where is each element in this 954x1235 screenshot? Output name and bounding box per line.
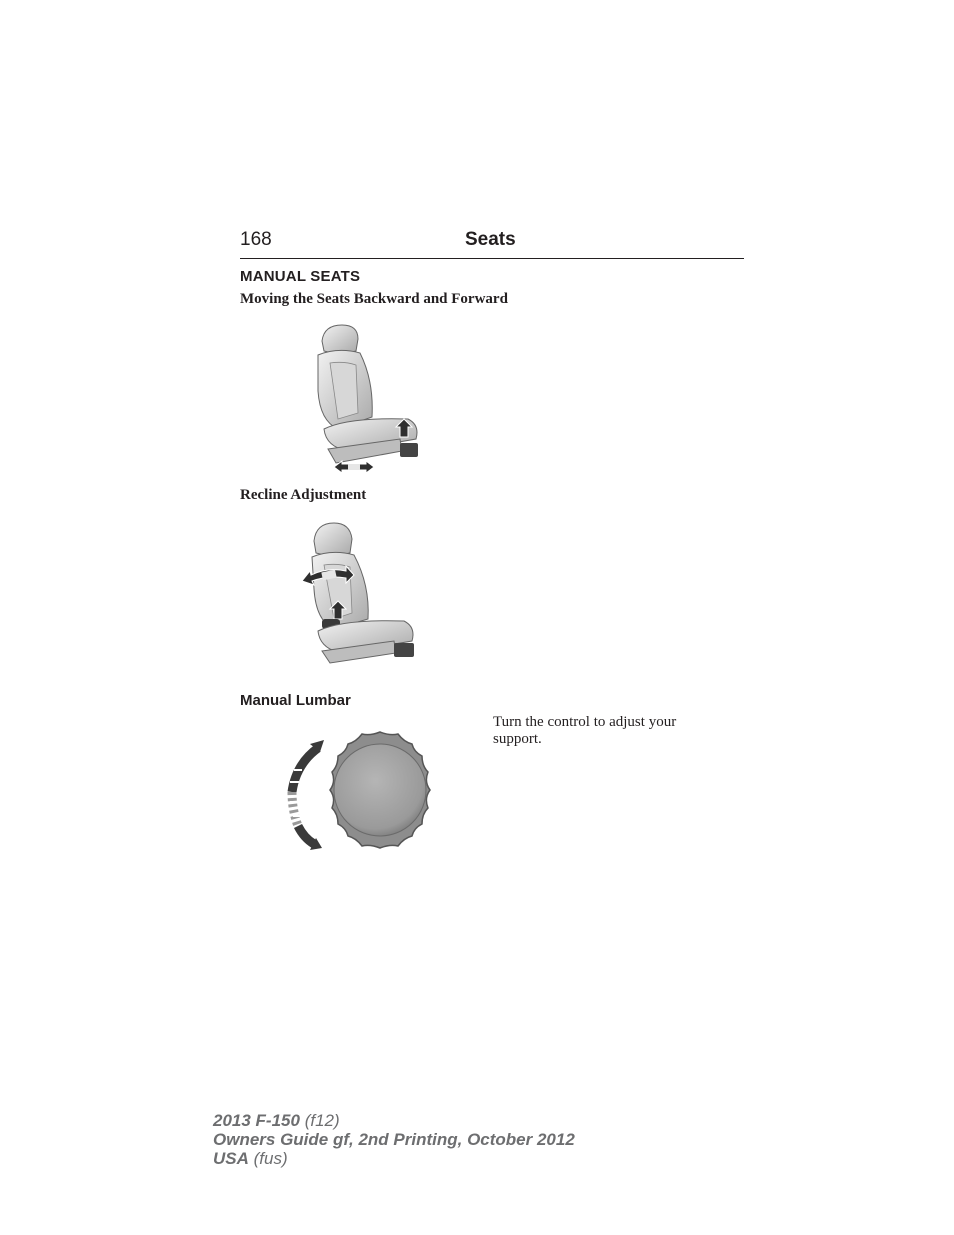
lumbar-instruction: Turn the control to adjust your support. (493, 714, 677, 747)
subheading-recline: Recline Adjustment (240, 487, 367, 503)
header-rule (240, 258, 744, 259)
footer-line-2: Owners Guide gf, 2nd Printing, October 2012 (213, 1130, 575, 1149)
lumbar-knob-illustration (280, 730, 442, 860)
seat-recline-illustration (298, 519, 426, 667)
subheading-lumbar: Manual Lumbar (240, 692, 351, 709)
footer-line-1: 2013 F-150 (f12) (213, 1111, 340, 1130)
section-heading: MANUAL SEATS (240, 268, 361, 285)
chapter-title: Seats (465, 229, 516, 250)
footer (213, 1111, 575, 1168)
subheading-fore-aft: Moving the Seats Backward and Forward (240, 291, 508, 307)
page-number: 168 (240, 229, 272, 250)
footer-line-3: USA (fus) (213, 1149, 288, 1168)
seat-fore-aft-illustration (308, 321, 426, 481)
